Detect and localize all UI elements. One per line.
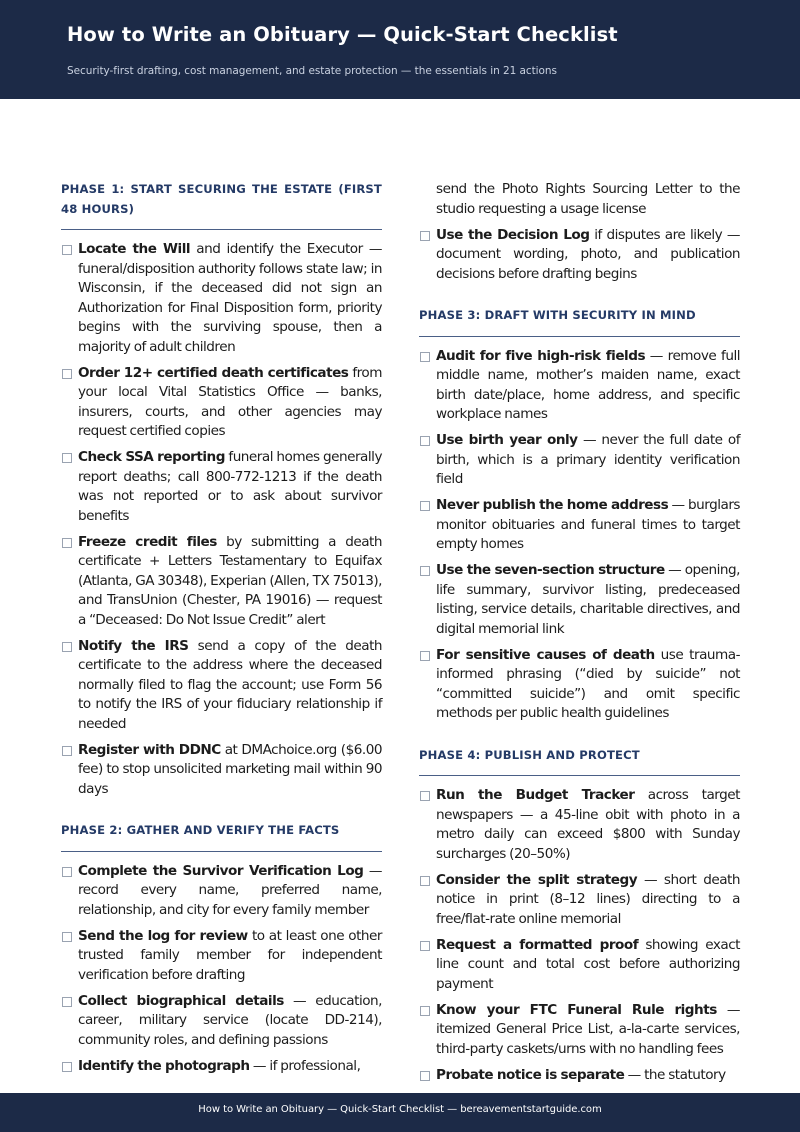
- page-title: How to Write an Obituary — Quick-Start Checklist: [67, 23, 618, 46]
- item-lead: Send the log for review: [78, 927, 248, 944]
- page-footer: [0, 1093, 800, 1132]
- checkbox[interactable]: [420, 791, 430, 801]
- item-text: — short death notice in print (8–12 lines) directing to a free/flat-rate online memorial: [436, 871, 740, 927]
- item-text: — burglars monitor obituaries and funeral times to target empty homes: [436, 497, 740, 552]
- checklist-item[interactable]: [61, 992, 382, 1051]
- item-text: send a copy of the death certificate to the address where the deceased normally filed to flag the account; use Form 56 to notify the IRS of your fiduciary relationship if needed: [78, 637, 383, 732]
- checkbox[interactable]: [62, 642, 72, 652]
- item-text: from your local Vital Statistics Office — banks, insurers, courts, and other agencies may request certified copies: [78, 364, 382, 439]
- left-column: [61, 180, 382, 1083]
- checkbox[interactable]: [62, 932, 72, 942]
- item-lead: Probate notice is separate: [436, 1066, 625, 1083]
- checkbox[interactable]: [62, 1062, 72, 1072]
- item-text: and identify the Executor — funeral/disposition authority follows state law; in Wisconsin, if the deceased did not sign an Authorization for Final Disposition form, priority begins with the surviving spouse, then a majority of adult children: [78, 241, 382, 355]
- checklist-item[interactable]: [419, 431, 740, 490]
- item-text: funeral homes generally report deaths; call 800-772-1213 if the death was not reported or to ask about survivor benefits: [78, 449, 382, 524]
- checklist-item[interactable]: [419, 1066, 740, 1086]
- checklist-item[interactable]: [419, 646, 740, 724]
- item-text: at DMAchoice.org ($6.00 fee) to stop unsolicited marketing mail within 90 days: [78, 741, 382, 797]
- checklist-item[interactable]: [419, 871, 740, 930]
- checkbox[interactable]: [62, 746, 72, 756]
- item-text: across target newspapers — a 45-line obit with photo in a metro daily can exceed $800 with Sunday surcharges (20–50%): [436, 787, 740, 862]
- item-lead: Locate the Will: [78, 241, 191, 257]
- right-column: [419, 180, 740, 1092]
- checkbox[interactable]: [420, 501, 430, 511]
- item-lead: Identify the photograph: [78, 1057, 250, 1074]
- footer-text: How to Write an Obituary — Quick-Start Checklist — bereavementstartguide.com: [198, 1104, 602, 1115]
- item-lead: Complete the Survivor Verification Log: [78, 862, 364, 879]
- checkbox[interactable]: [420, 941, 430, 951]
- checkbox[interactable]: [420, 566, 430, 576]
- checkbox[interactable]: [420, 1071, 430, 1081]
- checkbox[interactable]: [420, 436, 430, 446]
- item-lead: Order 12+ certified death certificates: [78, 364, 349, 381]
- item-lead: Never publish the home address: [436, 497, 669, 513]
- checkbox[interactable]: [420, 352, 430, 362]
- checklist-item[interactable]: [61, 364, 382, 442]
- phase-1-heading: PHASE 1: START SECURING THE ESTATE (FIRST 48 HOURS): [61, 180, 382, 230]
- checkbox[interactable]: [62, 538, 72, 548]
- phase-3-heading: PHASE 3: DRAFT WITH SECURITY IN MIND: [419, 306, 740, 337]
- item-lead: Collect biographical details: [78, 992, 284, 1009]
- checkbox[interactable]: [420, 231, 430, 241]
- checkbox[interactable]: [420, 651, 430, 661]
- checklist-item[interactable]: [419, 347, 740, 425]
- item-lead: Use the Decision Log: [436, 226, 590, 243]
- checkbox[interactable]: [420, 876, 430, 886]
- checkbox[interactable]: [62, 997, 72, 1007]
- checklist-item[interactable]: [419, 561, 740, 639]
- item-text: — opening, life summary, survivor listing, predeceased listing, service details, charitable directives, and digital memorial link: [436, 562, 740, 637]
- phase-4-heading: PHASE 4: PUBLISH AND PROTECT: [419, 746, 740, 777]
- checklist-item[interactable]: [61, 1057, 382, 1077]
- checkbox[interactable]: [62, 245, 72, 255]
- checklist-item[interactable]: [61, 637, 382, 735]
- checklist-item[interactable]: [61, 927, 382, 986]
- checklist-item[interactable]: [61, 240, 382, 357]
- checklist-item[interactable]: [419, 936, 740, 995]
- item-text: if disputes are likely — document wording, photo, and publication decisions before drafting begins: [436, 226, 740, 282]
- item-text: — the statutory: [624, 1066, 726, 1083]
- checklist-item[interactable]: [61, 533, 382, 631]
- item-text: — itemized General Price List, a-la-carte services, third-party caskets/urns with no handling fees: [436, 1001, 740, 1057]
- page-header: [0, 0, 800, 99]
- checklist-item[interactable]: [61, 741, 382, 800]
- item-continuation: send the Photo Rights Sourcing Letter to the studio requesting a usage license: [436, 181, 740, 217]
- item-lead: Check SSA reporting: [78, 449, 225, 465]
- checklist-item[interactable]: [61, 862, 382, 921]
- item-lead: Register with DDNC: [78, 741, 221, 758]
- checklist-item[interactable]: [419, 496, 740, 555]
- item-text: — education, career, military service (locate DD-214), community roles, and defining passions: [78, 992, 382, 1048]
- item-text: use trauma-informed phrasing (“died by suicide” not “committed suicide”) and omit specific methods per public health guidelines: [436, 646, 740, 721]
- item-text: showing exact line count and total cost before authorizing payment: [436, 936, 740, 992]
- checkbox[interactable]: [420, 1006, 430, 1016]
- item-lead: Audit for five high-risk fields: [436, 347, 646, 364]
- item-text: by submitting a death certificate + Letters Testamentary to Equifax (Atlanta, GA 30348), Experian (Allen, TX 75013), and TransUnion (Chester, PA 19016) — request a “Deceased: Do Not Issue Credit” alert: [78, 533, 382, 628]
- item-lead: Know your FTC Funeral Rule rights: [436, 1001, 717, 1018]
- item-lead: Use birth year only: [436, 432, 578, 448]
- item-lead: Notify the IRS: [78, 637, 189, 654]
- item-text: — record every name, preferred name, relationship, and city for every family member: [78, 862, 382, 918]
- checkbox[interactable]: [62, 369, 72, 379]
- item-lead: Use the seven-section structure: [436, 562, 665, 578]
- page-subtitle: Security-first drafting, cost management, and estate protection — the essentials in 21 actions: [67, 65, 557, 77]
- checklist-item[interactable]: [419, 226, 740, 285]
- item-text: — never the full date of birth, which is a primary identity verification field: [436, 432, 741, 487]
- checkbox[interactable]: [62, 453, 72, 463]
- checklist-item[interactable]: [419, 786, 740, 864]
- item-text: — if professional,: [249, 1057, 361, 1074]
- phase-2-heading: PHASE 2: GATHER AND VERIFY THE FACTS: [61, 821, 382, 852]
- item-text: to at least one other trusted family member for independent verification before drafting: [78, 927, 383, 983]
- item-text: — remove full middle name, mother’s maiden name, exact birth date/place, home address, and specific workplace names: [436, 347, 740, 422]
- item-lead: Freeze credit files: [78, 533, 217, 550]
- checklist-item[interactable]: [419, 1001, 740, 1060]
- item-lead: For sensitive causes of death: [436, 646, 655, 663]
- item-lead: Consider the split strategy: [436, 871, 638, 888]
- checklist-item[interactable]: [61, 448, 382, 526]
- item-lead: Run the Budget Tracker: [436, 787, 635, 803]
- item-lead: Request a formatted proof: [436, 936, 639, 953]
- checkbox[interactable]: [62, 867, 72, 877]
